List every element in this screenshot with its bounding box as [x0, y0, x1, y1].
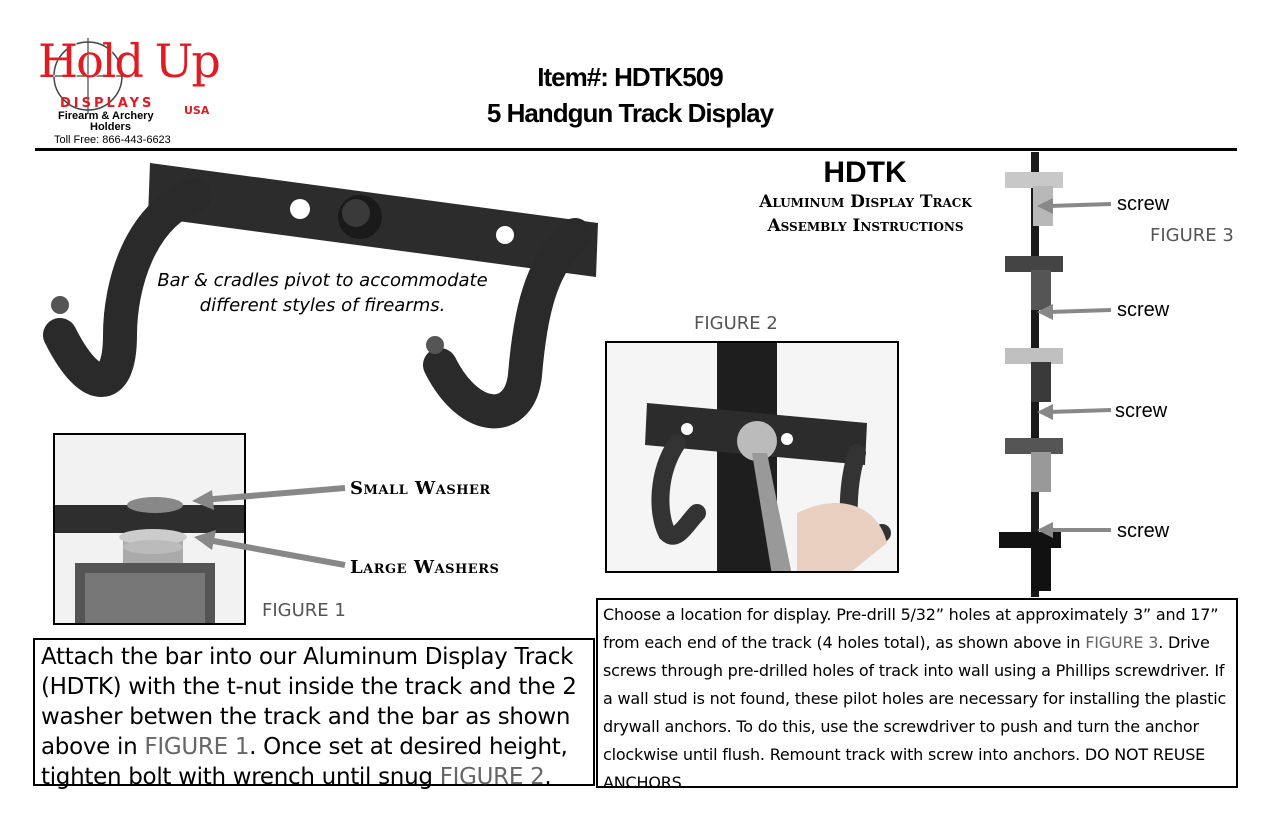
figure1-caption-line1: Bar & cradles pivot to accommodate	[157, 270, 488, 291]
figure2-label: FIGURE 2	[694, 313, 778, 334]
figure2-photo	[605, 341, 899, 573]
hdtk-title: HDTK	[823, 156, 907, 189]
item-number: Item#: HDTK509	[537, 62, 723, 92]
figure3-label: FIGURE 3	[1150, 225, 1234, 246]
logo-subtitle-line2: Holders	[90, 121, 131, 133]
instructions-left-text-a: Attach the bar into our Aluminum Display Track (HDTK) with the t-nut inside the track and the 2 washer betwen the track and the bar as shown above in	[41, 644, 577, 760]
large-washers-label: Large Washers	[350, 557, 500, 578]
instructions-left-text-c: .	[544, 764, 552, 790]
instructions-left-box	[33, 638, 595, 790]
logo-displays: DISPLAYS	[60, 96, 155, 111]
instructions-right-text-b: . Drive screws through pre-drilled holes of track into wall using a Phillips screwdriver. If a wall stud is not found, these pilot holes are necessary for installing the plastic drywall anchors. To do this, use the screwdriver to push and turn the anchor clockwise until flush. Remount track with screw into anchors. DO NOT REUSE ANCHORS.	[603, 633, 1227, 792]
instructions-right-box	[596, 598, 1238, 792]
toll-free-phone: Toll Free: 866-443-6623	[54, 134, 171, 146]
hdtk-subtitle-line2: Assembly Instructions	[767, 216, 964, 236]
screw-label-3: screw	[1115, 400, 1168, 422]
logo-usa: USA	[184, 104, 210, 117]
product-name: 5 Handgun Track Display	[486, 98, 774, 128]
screw-label-1: screw	[1117, 193, 1170, 215]
small-washer-label: Small Washer	[350, 478, 491, 499]
company-logo	[30, 34, 230, 148]
screw-label-4: screw	[1117, 520, 1170, 542]
logo-subtitle-line1: Firearm & Archery	[58, 110, 154, 122]
figure1-reference: FIGURE 1	[144, 734, 250, 760]
instructions-right-text-a: Choose a location for display. Pre-drill 5/32” holes at approximately 3” and 17” from each end of the track (4 holes total), as shown above in	[603, 605, 1219, 652]
screw-label-2: screw	[1117, 299, 1170, 321]
figure1-label: FIGURE 1	[262, 600, 346, 621]
header-divider	[35, 148, 1237, 151]
logo-title: Hold Up	[38, 34, 219, 88]
figure1-caption-line2: different styles of firearms.	[199, 295, 446, 316]
screw-arrows	[1035, 190, 1115, 550]
figure3-reference: FIGURE 3	[1085, 633, 1159, 652]
washer-arrows	[190, 470, 350, 590]
figure2-reference: FIGURE 2	[439, 764, 545, 790]
hdtk-subtitle-line1: Aluminum Display Track	[759, 192, 972, 212]
instructions-left-text-b: . Once set at desired height, tighten bolt with wrench until snug	[41, 734, 568, 790]
